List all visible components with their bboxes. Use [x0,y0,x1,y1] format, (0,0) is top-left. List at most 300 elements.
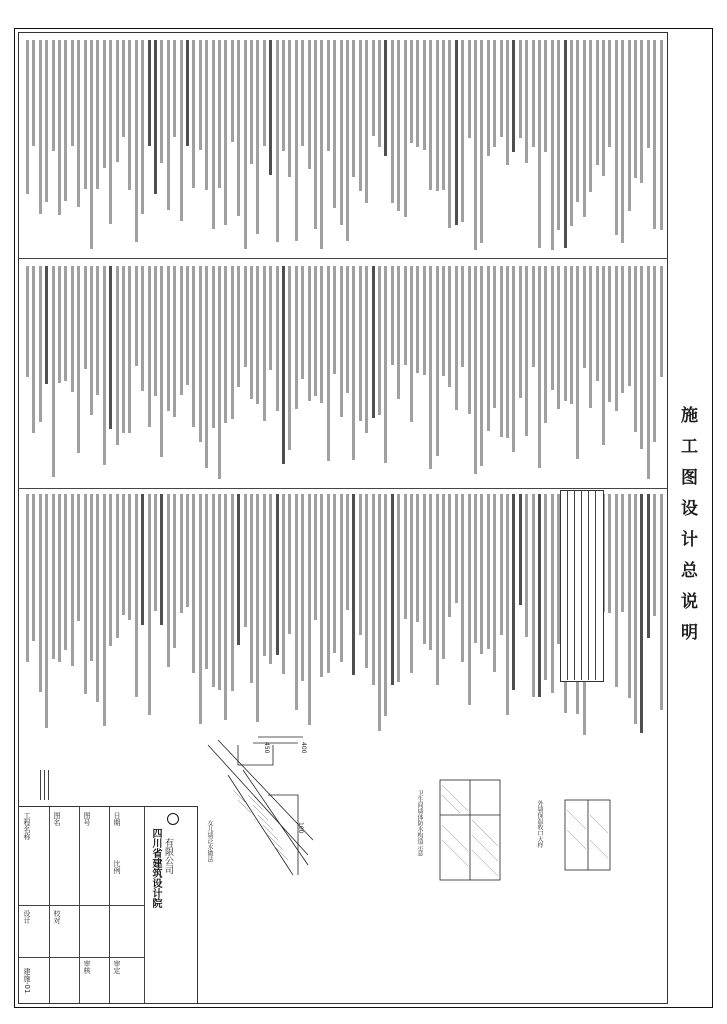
sketch-caption-b: 卫生间墙体防水构造示意 [416,790,423,856]
text-line [391,266,394,365]
text-line [320,40,323,249]
sketch-caption-c: 外墙保温收口大样 [536,800,543,848]
text-line [263,266,266,421]
dim-label-c: 100 [297,822,304,834]
table-rule [574,490,575,680]
text-line [218,40,221,188]
text-line [276,494,279,655]
text-line [506,266,509,438]
text-line [468,494,471,705]
text-line [128,494,131,620]
text-line [39,40,42,214]
text-line [340,494,343,662]
text-line [244,266,247,367]
table-rule [595,490,596,680]
text-line [250,494,253,683]
text-line [256,494,259,722]
text-line [436,40,439,191]
text-line [372,40,375,136]
text-line [109,40,112,224]
text-line [160,40,163,163]
text-line [576,40,579,202]
text-line [39,494,42,692]
text-line [103,494,106,726]
text-line [640,40,643,183]
text-line [314,266,317,396]
text-line [116,40,119,162]
text-line [186,266,189,385]
text-line [269,266,272,370]
text-line [256,40,259,234]
text-line [512,40,515,152]
text-line [26,494,29,662]
text-line [340,266,343,417]
text-line [621,266,624,393]
text-line [596,40,599,165]
text-line [250,40,253,164]
text-line [372,266,375,418]
tb-field-check: 校对 [53,910,61,924]
table-rule [581,490,582,680]
text-line [237,40,240,216]
tb-field-no: 图号 [83,812,91,826]
text-line [487,494,490,649]
text-line [186,494,189,607]
text-line [455,40,458,225]
text-line [173,494,176,648]
text-line [180,266,183,395]
text-line [365,494,368,668]
text-line [32,494,35,641]
text-line [148,266,151,427]
text-line [269,494,272,664]
text-line [416,266,419,373]
text-line [308,40,311,169]
text-line [487,266,490,431]
text-line [608,494,611,613]
text-line [442,494,445,659]
text-line [231,494,234,691]
table-rule [588,490,589,680]
text-line [77,494,80,621]
text-line [589,266,592,408]
text-line [282,40,285,151]
text-line [455,494,458,603]
text-line [276,266,279,411]
text-line [500,494,503,635]
text-line [474,494,477,643]
text-line [519,40,522,138]
text-line [602,266,605,445]
text-line [128,40,131,190]
text-line [192,40,195,188]
text-line [224,266,227,423]
text-line [141,494,144,625]
text-line [71,266,74,392]
text-line [84,266,87,369]
text-line [154,494,157,611]
text-line [506,494,509,715]
text-line [269,40,272,175]
text-line [250,266,253,399]
tb-field-approve: 审定 [113,960,121,974]
text-line [32,266,35,433]
text-line [397,494,400,682]
text-line [154,266,157,396]
text-line [480,40,483,243]
text-line [378,494,381,731]
text-line [314,40,317,229]
text-line [84,40,87,189]
text-line [167,494,170,667]
text-line [493,266,496,408]
text-line [660,40,663,230]
text-line [538,266,541,468]
text-line [173,40,176,137]
text-line [525,266,528,436]
text-line [224,494,227,720]
text-line [288,494,291,634]
parapet-detail-sketch [198,735,318,895]
text-line [640,494,643,733]
text-line [58,40,61,215]
text-line [122,494,125,615]
text-line [365,266,368,433]
text-line [90,266,93,415]
text-line [90,494,93,661]
column-divider [18,258,668,259]
text-line [583,266,586,368]
text-line [551,40,554,250]
text-line [116,494,119,638]
text-line [557,266,560,409]
text-line [628,40,631,211]
text-line [295,494,298,710]
text-line [64,266,67,381]
text-line [634,266,637,432]
text-line [308,266,311,401]
text-line [576,266,579,459]
text-line [359,266,362,421]
text-line [154,40,157,194]
text-line [570,266,573,404]
text-line [468,266,471,414]
side-note: 建施-01 [23,968,31,994]
text-line [244,494,247,627]
text-line [327,266,330,461]
text-line [557,40,560,230]
text-line [26,266,29,377]
text-line [308,494,311,725]
text-line [519,494,522,605]
text-line [423,40,426,150]
text-line [340,40,343,225]
text-line [352,494,355,675]
tb-field-date: 日期 [113,812,121,826]
wall-waterproof-sketch [430,775,510,895]
text-line [436,266,439,456]
text-line [570,40,573,226]
text-line [58,494,61,662]
text-line [384,494,387,716]
text-line [660,266,663,377]
text-line [436,494,439,685]
text-line [404,494,407,619]
text-line [653,494,656,616]
text-line [263,494,266,656]
text-line [525,494,528,637]
text-line [621,40,624,243]
text-line [327,494,330,673]
text-line [192,494,195,673]
text-line [244,40,247,249]
text-line [391,494,394,685]
text-line [346,494,349,610]
text-line [135,266,138,366]
text-line [71,494,74,666]
text-line [384,266,387,463]
text-line [544,40,547,152]
text-line [116,266,119,445]
text-line [212,40,215,229]
text-line [77,266,80,453]
text-line [621,494,624,612]
text-line [352,266,355,460]
text-line [346,266,349,393]
text-line [333,40,336,208]
text-line [423,266,426,375]
text-line [282,266,285,464]
text-line [288,266,291,450]
text-line [589,40,592,192]
text-line [218,494,221,690]
text-line [359,494,362,635]
text-line [468,40,471,138]
text-line [519,266,522,398]
text-line [647,40,650,148]
text-line [500,40,503,137]
text-line [141,266,144,391]
text-line [320,494,323,677]
text-line [493,494,496,672]
text-line [141,40,144,214]
tb-field-scale: 比例 [113,860,121,874]
tb-field-project: 工程名称 [23,812,31,840]
text-line [442,266,445,376]
text-line [96,494,99,702]
text-line [372,494,375,685]
revision-rule [44,770,45,800]
text-line [64,494,67,650]
text-line [64,40,67,201]
text-line [525,40,528,163]
company-logo [167,813,179,825]
text-line [327,40,330,151]
text-line [295,266,298,409]
text-line [500,266,503,437]
text-line [109,494,112,646]
text-line [276,40,279,242]
text-line [615,494,618,687]
text-line [480,494,483,654]
tb-field-review: 审核 [83,960,91,974]
text-line [615,40,618,235]
text-line [224,40,227,225]
text-line [346,40,349,241]
text-line [256,266,259,404]
text-line [532,266,535,367]
text-line [512,494,515,690]
text-line [122,40,125,137]
text-line [288,40,291,177]
text-line [45,494,48,728]
text-line [423,494,426,644]
text-line [506,40,509,165]
text-line [532,40,535,147]
text-line [282,494,285,674]
text-line [660,494,663,710]
text-line [532,494,535,697]
text-line [410,494,413,673]
text-line [26,40,29,194]
text-line [109,266,112,429]
text-line [128,266,131,433]
text-line [474,40,477,250]
text-line [596,266,599,381]
column-divider [18,488,668,489]
text-line [480,266,483,466]
tb-field-drawing: 图名 [53,812,61,826]
text-line [359,40,362,191]
text-line [634,40,637,178]
text-line [448,494,451,617]
text-line [551,266,554,390]
text-line [634,494,637,724]
text-line [410,40,413,143]
text-line [461,494,464,662]
company-name: 四川省建筑设计院 [150,828,161,908]
text-line [429,40,432,190]
tb-field-design: 设计 [23,910,31,924]
text-line [205,494,208,669]
text-line [135,494,138,697]
text-line [448,266,451,387]
text-line [448,40,451,228]
text-line [474,266,477,474]
text-line [173,266,176,417]
text-line [461,40,464,222]
text-line [608,40,611,147]
insulation-edge-sketch [560,795,620,875]
text-line [397,40,400,211]
text-line [192,266,195,427]
text-line [301,40,304,146]
text-line [45,266,48,384]
text-line [416,494,419,622]
text-line [512,266,515,452]
text-line [167,40,170,210]
text-line [71,40,74,146]
text-line [32,40,35,146]
text-line [455,266,458,410]
text-line [237,494,240,645]
text-line [384,40,387,156]
company-subtitle: 有限公司 [163,838,173,874]
text-line [199,266,202,442]
text-line [564,266,567,401]
text-line [301,494,304,681]
text-line [647,266,650,479]
text-line [538,40,541,248]
text-line [365,40,368,203]
text-line [487,40,490,156]
text-line [186,40,189,146]
text-line [493,40,496,147]
dim-label-a: 450 [263,742,270,754]
text-line [160,266,163,457]
text-line [90,40,93,249]
text-line [180,40,183,221]
text-line [416,40,419,147]
table-rule [567,490,568,680]
text-line [103,266,106,465]
text-line [461,266,464,367]
text-line [237,266,240,387]
text-line [391,40,394,203]
text-line [602,40,605,176]
text-line [544,266,547,423]
text-line [551,494,554,693]
text-line [96,266,99,395]
text-line [212,494,215,687]
text-line [231,40,234,142]
revision-rule [40,770,41,800]
text-line [148,494,151,715]
revision-rule [48,770,49,800]
title-block [18,806,198,1004]
text-line [84,494,87,694]
text-line [295,40,298,241]
dim-label-b: 400 [300,742,307,754]
text-line [653,266,656,442]
sketch-caption-a: 女儿墙泛水做法 [206,820,213,862]
text-line [167,266,170,411]
text-line [160,494,163,625]
text-line [231,266,234,419]
text-line [218,266,221,479]
text-line [352,40,355,177]
text-line [45,40,48,202]
text-line [628,266,631,386]
text-line [263,40,266,146]
text-line [647,494,650,638]
text-line [96,40,99,189]
text-line [135,40,138,242]
text-line [301,266,304,379]
text-line [378,40,381,147]
text-line [122,266,125,433]
text-line [653,40,656,229]
text-line [52,40,55,151]
text-line [333,494,336,653]
text-line [333,266,336,374]
text-line [180,494,183,613]
text-line [314,494,317,620]
text-line [404,40,407,217]
text-line [410,266,413,422]
text-line [199,494,202,724]
text-line [615,266,618,411]
